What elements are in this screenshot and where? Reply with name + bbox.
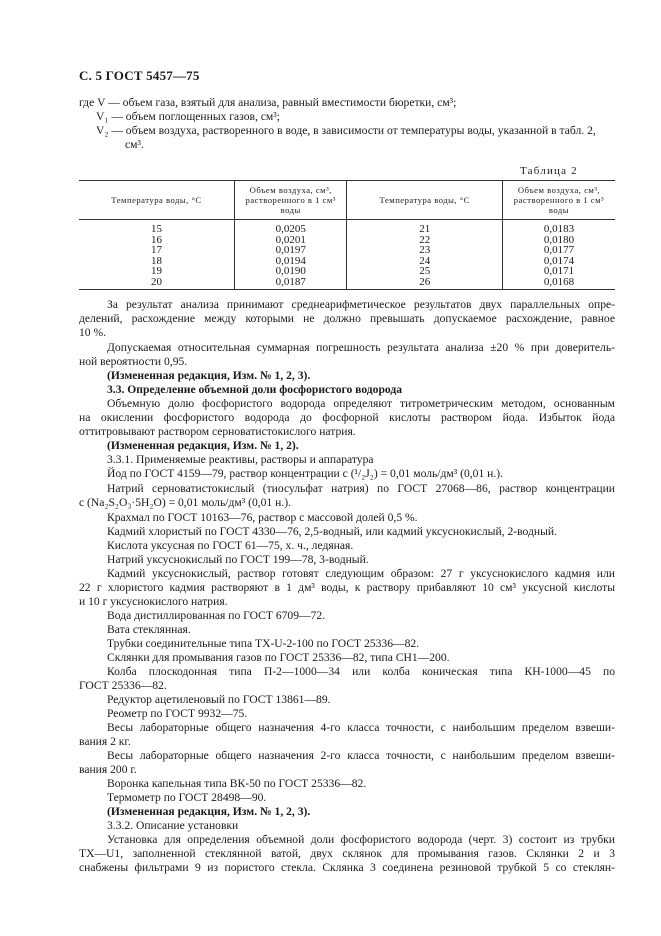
table-cell: 24 (347, 256, 502, 267)
definition-v2: V₂ — объем воздуха, растворенного в воде, в зависимости от температуры воды, указанной в табл. 2, (96, 124, 596, 137)
body-line: Допускаемая относительная суммарная погрешность результата анализа ±20 % при доверитель- (107, 341, 615, 354)
col-header-air-1: Объем воздуха, см³, растворенного в 1 см³ воды (234, 181, 347, 220)
body-line: Установка для определения объемной доли фосфористого водорода (черт. 3) состоит из трубки (107, 833, 615, 846)
body-line: на окислении фосфористого водорода до фосфорной кислоты раствором йода. Избыток йода (79, 411, 615, 424)
body-line: Кадмий хлористый по ГОСТ 4330—76, 2,5-водный, или кадмий уксуснокислый, 2-водный. (107, 525, 557, 538)
body-line: ГОСТ 25336—82. (79, 679, 167, 692)
body-line: Колба плоскодонная типа П-2—1000—34 или колба коническая типа КН-1000—45 по (107, 665, 615, 678)
body-line: ТХ—U1, заполненной стеклянной ватой, двух склянок для промывания газов. Склянки 2 и 3 (79, 847, 615, 860)
body-line: Редуктор ацетиленовый по ГОСТ 13861—89. (107, 693, 331, 706)
body-line: Вата стеклянная. (107, 623, 191, 636)
body-line: оттитровывают раствором серноватистокислого натрия. (79, 425, 356, 438)
table-cell: 0,0197 (234, 245, 347, 256)
body-line: Кадмий уксуснокислый, раствор готовят следующим образом: 27 г уксуснокислого кадмия или (107, 567, 615, 580)
table-cell: 15 (150, 223, 162, 235)
body-line: делений, расхождение между которыми не должно превышать допускаемое расхождение, равное (79, 312, 615, 325)
body-line: вания 200 г. (79, 763, 137, 776)
body-line: Кислота уксусная по ГОСТ 61—75, х. ч., ледяная. (107, 539, 354, 552)
section-heading: 3.3. Определение объемной доли фосфористого водорода (107, 383, 403, 396)
table-cell: 0,0174 (502, 256, 615, 267)
body-line: ной вероятности 0,95. (79, 355, 188, 368)
body-line: Натрий уксуснокислый по ГОСТ 199—78, 3-водный. (107, 553, 369, 566)
subsection-heading: 3.3.2. Описание установки (107, 819, 239, 832)
body-line: Воронка капельная типа ВК-50 по ГОСТ 25336—82. (107, 777, 367, 790)
table-caption: Таблица 2 (520, 165, 578, 177)
table-cell: 0,0183 (502, 220, 615, 235)
table-cell: 20 (79, 277, 234, 290)
table-cell: 22 (347, 235, 502, 246)
body-line: 10 %. (79, 326, 107, 339)
page-header: С. 5 ГОСТ 5457—75 (79, 68, 200, 83)
body-line: вания 2 кг. (79, 735, 131, 748)
table-cell: 16 (150, 233, 162, 246)
table-cell: 23 (347, 245, 502, 256)
table-cell: 25 (347, 266, 502, 277)
subsection-heading: 3.3.1. Применяемые реактивы, растворы и аппаратура (107, 453, 374, 466)
body-line: 22 г хлористого кадмия растворяют в 1 дм³ воды, к раствору прибавляют 10 см³ уксусной кислоты (79, 581, 615, 594)
definition-v1: V₁ — объем поглощенных газов, см³; (96, 110, 280, 123)
table-cell: 0,0201 (234, 235, 347, 246)
table-cell: 18 (150, 254, 162, 267)
table-cell: 19 (150, 265, 162, 277)
table-cell: 21 (347, 220, 502, 235)
col-header-air-2: Объем воздуха, см³, растворенного в 1 см³ воды (502, 181, 615, 220)
body-line: и 10 г уксуснокислого натрия. (79, 595, 228, 608)
body-line: Вода дистиллированная по ГОСТ 6709—72. (107, 609, 326, 622)
table-header-row (79, 181, 615, 220)
table-cell: 0,0190 (234, 266, 347, 277)
body-line: с (Na₂S₂O₃·5H₂O) = 0,01 моль/дм³ (0,01 н.). (79, 496, 291, 509)
body-line: Натрий серноватистокислый (тиосульфат натрия) по ГОСТ 27068—86, раствор концентрации (107, 482, 615, 495)
definition-v2-unit: см³. (125, 138, 144, 151)
table-row (79, 220, 615, 235)
body-line: Склянки для промывания газов по ГОСТ 25336—82, типа СН1—200. (107, 651, 450, 664)
solubility-table (79, 180, 615, 290)
body-line: За результат анализа принимают среднеарифметическое результатов двух параллельных опре- (107, 298, 615, 311)
definition-v: где V — объем газа, взятый для анализа, равный вместимости бюретки, см³; (79, 96, 457, 109)
col-header-temp-1: Температура воды, °С (79, 181, 234, 220)
body-line: Реометр по ГОСТ 9932—75. (107, 707, 248, 720)
body-line: Йод по ГОСТ 4159—79, раствор концентрации с (¹/₂J₂) = 0,01 моль/дм³ (0,01 н.). (107, 467, 504, 480)
table-cell: 0,0171 (502, 266, 615, 277)
body-line: Весы лабораторные общего назначения 4-го класса точности, с наибольшим пределом взвеши- (107, 721, 615, 734)
table-cell: 0,0168 (502, 277, 615, 290)
table-cell: 26 (347, 277, 502, 290)
body-line: Объемную долю фосфористого водорода определяют титрометрическим методом, основанным (107, 397, 615, 410)
revision-note: (Измененная редакция, Изм. № 1, 2, 3). (107, 805, 311, 818)
table-cell: 0,0205 (234, 220, 347, 235)
body-line: Крахмал по ГОСТ 10163—76, раствор с массовой долей 0,5 %. (107, 511, 418, 524)
body-line: Термометр по ГОСТ 28498—90. (107, 791, 267, 804)
table-cell: 17 (150, 244, 162, 256)
table-row (79, 245, 615, 256)
col-header-temp-2: Температура воды, °С (347, 181, 502, 220)
revision-note: (Измененная редакция, Изм. № 1, 2). (107, 439, 299, 452)
revision-note: (Измененная редакция, Изм. № 1, 2, 3). (107, 369, 311, 382)
table-cell: 0,0180 (502, 235, 615, 246)
table-row (79, 277, 615, 290)
table-row (79, 266, 615, 277)
body-line: снабжены фильтрами 9 из пористого стекла. Склянка 3 соединена резиновой трубкой 5 со стеклян- (79, 861, 615, 874)
body-line: Трубки соединительные типа ТХ-U-2-100 по ГОСТ 25336—82. (107, 637, 420, 650)
table-cell: 0,0187 (234, 277, 347, 290)
table-cell: 0,0194 (234, 256, 347, 267)
body-line: Весы лабораторные общего назначения 2-го класса точности, с наибольшим пределом взвеши- (107, 749, 615, 762)
table-cell: 0,0177 (502, 245, 615, 256)
